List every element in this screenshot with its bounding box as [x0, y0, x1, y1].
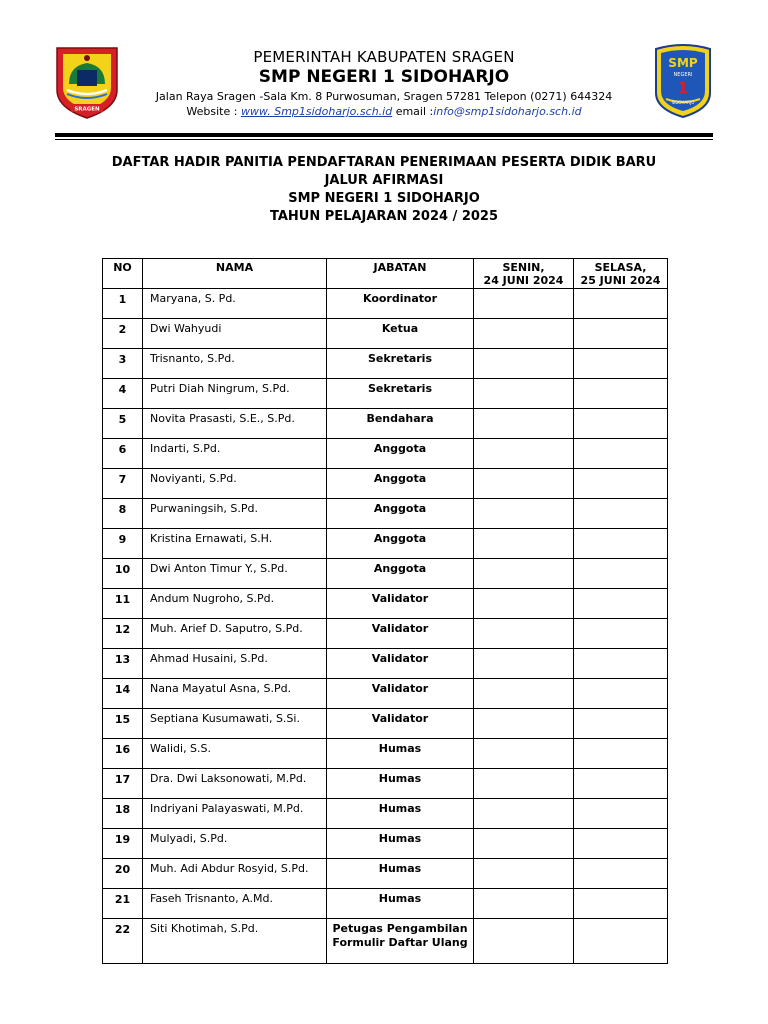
row-no: 14	[103, 679, 143, 709]
row-no: 21	[103, 889, 143, 919]
table-row	[103, 379, 668, 409]
row-jabatan: Sekretaris	[327, 349, 474, 379]
table-row	[103, 349, 668, 379]
signature-cell-day-1	[474, 379, 574, 409]
signature-cell-day-2	[574, 409, 668, 439]
website-link[interactable]: www. Smp1sidoharjo.sch.id	[240, 105, 393, 118]
table-row	[103, 799, 668, 829]
row-jabatan: Validator	[327, 619, 474, 649]
signature-cell-day-1	[474, 919, 574, 964]
letterhead	[0, 40, 768, 140]
signature-cell-day-2	[574, 859, 668, 889]
signature-cell-day-1	[474, 319, 574, 349]
row-no: 16	[103, 739, 143, 769]
signature-cell-day-2	[574, 559, 668, 589]
table-row	[103, 589, 668, 619]
row-no: 5	[103, 409, 143, 439]
table-row	[103, 499, 668, 529]
row-no: 20	[103, 859, 143, 889]
row-nama: Maryana, S. Pd.	[143, 289, 327, 319]
row-no: 13	[103, 649, 143, 679]
signature-cell-day-1	[474, 289, 574, 319]
row-no: 19	[103, 829, 143, 859]
row-nama: Purwaningsih, S.Pd.	[143, 499, 327, 529]
row-jabatan: Bendahara	[327, 409, 474, 439]
signature-cell-day-1	[474, 799, 574, 829]
title-line-4: TAHUN PELAJARAN 2024 / 2025	[269, 209, 499, 224]
row-no: 18	[103, 799, 143, 829]
row-jabatan: Humas	[327, 799, 474, 829]
signature-cell-day-2	[574, 709, 668, 739]
row-no: 1	[103, 289, 143, 319]
table-row	[103, 559, 668, 589]
document-title	[0, 154, 768, 226]
table-row	[103, 469, 668, 499]
signature-cell-day-2	[574, 349, 668, 379]
table-row	[103, 319, 668, 349]
row-no: 22	[103, 919, 143, 964]
row-nama: Mulyadi, S.Pd.	[143, 829, 327, 859]
row-no: 17	[103, 769, 143, 799]
signature-cell-day-2	[574, 619, 668, 649]
row-jabatan: Ketua	[327, 319, 474, 349]
row-nama: Trisnanto, S.Pd.	[143, 349, 327, 379]
row-jabatan: Humas	[327, 769, 474, 799]
row-no: 4	[103, 379, 143, 409]
signature-cell-day-2	[574, 379, 668, 409]
table-row	[103, 889, 668, 919]
signature-cell-day-1	[474, 499, 574, 529]
row-jabatan: Humas	[327, 889, 474, 919]
row-nama: Dwi Wahyudi	[143, 319, 327, 349]
signature-cell-day-2	[574, 319, 668, 349]
signature-cell-day-1	[474, 679, 574, 709]
row-jabatan: Validator	[327, 709, 474, 739]
row-nama: Nana Mayatul Asna, S.Pd.	[143, 679, 327, 709]
row-nama: Putri Diah Ningrum, S.Pd.	[143, 379, 327, 409]
row-nama: Indriyani Palayaswati, M.Pd.	[143, 799, 327, 829]
row-jabatan: Anggota	[327, 559, 474, 589]
table-row	[103, 409, 668, 439]
table-row	[103, 739, 668, 769]
header-day-1-date: 24 JUNI 2024	[483, 274, 564, 287]
row-no: 10	[103, 559, 143, 589]
row-nama: Indarti, S.Pd.	[143, 439, 327, 469]
row-jabatan: Humas	[327, 829, 474, 859]
row-nama: Faseh Trisnanto, A.Md.	[143, 889, 327, 919]
header-day-2	[574, 259, 668, 289]
table-row	[103, 859, 668, 889]
row-jabatan: Validator	[327, 649, 474, 679]
row-no: 11	[103, 589, 143, 619]
row-nama: Siti Khotimah, S.Pd.	[143, 919, 327, 964]
signature-cell-day-2	[574, 469, 668, 499]
signature-cell-day-1	[474, 859, 574, 889]
row-no: 3	[103, 349, 143, 379]
row-jabatan: Humas	[327, 739, 474, 769]
row-nama: Muh. Adi Abdur Rosyid, S.Pd.	[143, 859, 327, 889]
row-nama: Noviyanti, S.Pd.	[143, 469, 327, 499]
row-jabatan: Koordinator	[327, 289, 474, 319]
title-line-2: JALUR AFIRMASI	[324, 173, 444, 188]
row-jabatan: Humas	[327, 859, 474, 889]
signature-cell-day-2	[574, 739, 668, 769]
row-jabatan-line-1: Petugas Pengambilan	[332, 922, 468, 935]
signature-cell-day-2	[574, 439, 668, 469]
signature-cell-day-1	[474, 469, 574, 499]
row-nama: Septiana Kusumawati, S.Si.	[143, 709, 327, 739]
signature-cell-day-1	[474, 709, 574, 739]
table-row	[103, 619, 668, 649]
website-label: Website :	[186, 105, 241, 118]
sragen-emblem-label: SRAGEN	[74, 106, 100, 113]
signature-cell-day-2	[574, 289, 668, 319]
signature-cell-day-1	[474, 889, 574, 919]
sidoharjo-emblem-text: SIDOHARJO	[671, 100, 695, 105]
emblem-number: 1	[677, 78, 689, 97]
title-line-3: SMP NEGERI 1 SIDOHARJO	[288, 191, 480, 206]
table-row	[103, 709, 668, 739]
row-jabatan: Anggota	[327, 529, 474, 559]
row-nama: Dra. Dwi Laksonowati, M.Pd.	[143, 769, 327, 799]
header-nama: NAMA	[143, 259, 327, 289]
attendance-table	[102, 258, 668, 964]
header-no: NO	[103, 259, 143, 289]
table-row	[103, 769, 668, 799]
smp-school-emblem-icon	[652, 43, 714, 119]
row-jabatan: Anggota	[327, 499, 474, 529]
header-day-2-name: SELASA,	[594, 261, 647, 274]
row-no: 6	[103, 439, 143, 469]
row-no: 12	[103, 619, 143, 649]
table-row	[103, 289, 668, 319]
row-jabatan: Validator	[327, 589, 474, 619]
signature-cell-day-1	[474, 739, 574, 769]
signature-cell-day-2	[574, 529, 668, 559]
signature-cell-day-1	[474, 829, 574, 859]
signature-cell-day-2	[574, 679, 668, 709]
row-no: 7	[103, 469, 143, 499]
signature-cell-day-1	[474, 619, 574, 649]
table-row	[103, 829, 668, 859]
row-nama: Ahmad Husaini, S.Pd.	[143, 649, 327, 679]
row-nama: Novita Prasasti, S.E., S.Pd.	[143, 409, 327, 439]
signature-cell-day-1	[474, 409, 574, 439]
signature-cell-day-1	[474, 589, 574, 619]
table-header-row	[103, 259, 668, 289]
negeri-emblem-text: NEGERI	[673, 72, 693, 78]
signature-cell-day-2	[574, 889, 668, 919]
smp-emblem-text: SMP	[668, 56, 698, 70]
signature-cell-day-1	[474, 349, 574, 379]
government-name: PEMERINTAH KABUPATEN SRAGEN	[253, 48, 515, 66]
row-nama: Kristina Ernawati, S.H.	[143, 529, 327, 559]
row-jabatan	[327, 919, 474, 964]
signature-cell-day-2	[574, 799, 668, 829]
row-no: 9	[103, 529, 143, 559]
row-nama: Walidi, S.S.	[143, 739, 327, 769]
email-address[interactable]: info@smp1sidoharjo.sch.id	[433, 105, 582, 118]
table-row	[103, 919, 668, 964]
row-jabatan: Sekretaris	[327, 379, 474, 409]
row-nama: Andum Nugroho, S.Pd.	[143, 589, 327, 619]
signature-cell-day-1	[474, 649, 574, 679]
row-nama: Muh. Arief D. Saputro, S.Pd.	[143, 619, 327, 649]
table-row	[103, 529, 668, 559]
letterhead-divider-thin	[55, 139, 713, 140]
school-name: SMP NEGERI 1 SIDOHARJO	[258, 67, 510, 87]
signature-cell-day-1	[474, 439, 574, 469]
table-row	[103, 649, 668, 679]
signature-cell-day-1	[474, 769, 574, 799]
table-row	[103, 679, 668, 709]
header-day-1-name: SENIN,	[502, 261, 545, 274]
row-jabatan: Anggota	[327, 439, 474, 469]
signature-cell-day-2	[574, 589, 668, 619]
header-day-2-date: 25 JUNI 2024	[580, 274, 661, 287]
row-jabatan: Anggota	[327, 469, 474, 499]
header-day-1	[474, 259, 574, 289]
signature-cell-day-2	[574, 769, 668, 799]
signature-cell-day-1	[474, 529, 574, 559]
row-jabatan-line-2: Formulir Daftar Ulang	[332, 936, 468, 949]
row-nama: Dwi Anton Timur Y., S.Pd.	[143, 559, 327, 589]
school-address: Jalan Raya Sragen -Sala Km. 8 Purwosuman, Sragen 57281 Telepon (0271) 644324	[155, 90, 613, 103]
header-jabatan: JABATAN	[327, 259, 474, 289]
row-no: 2	[103, 319, 143, 349]
email-label: email :	[392, 105, 434, 118]
signature-cell-day-2	[574, 499, 668, 529]
letterhead-divider-thick	[55, 133, 713, 137]
signature-cell-day-2	[574, 919, 668, 964]
row-jabatan: Validator	[327, 679, 474, 709]
row-no: 15	[103, 709, 143, 739]
title-line-1: DAFTAR HADIR PANITIA PENDAFTARAN PENERIMAAN PESERTA DIDIK BARU	[111, 155, 657, 170]
table-row	[103, 439, 668, 469]
signature-cell-day-2	[574, 649, 668, 679]
signature-cell-day-1	[474, 559, 574, 589]
row-no: 8	[103, 499, 143, 529]
signature-cell-day-2	[574, 829, 668, 859]
